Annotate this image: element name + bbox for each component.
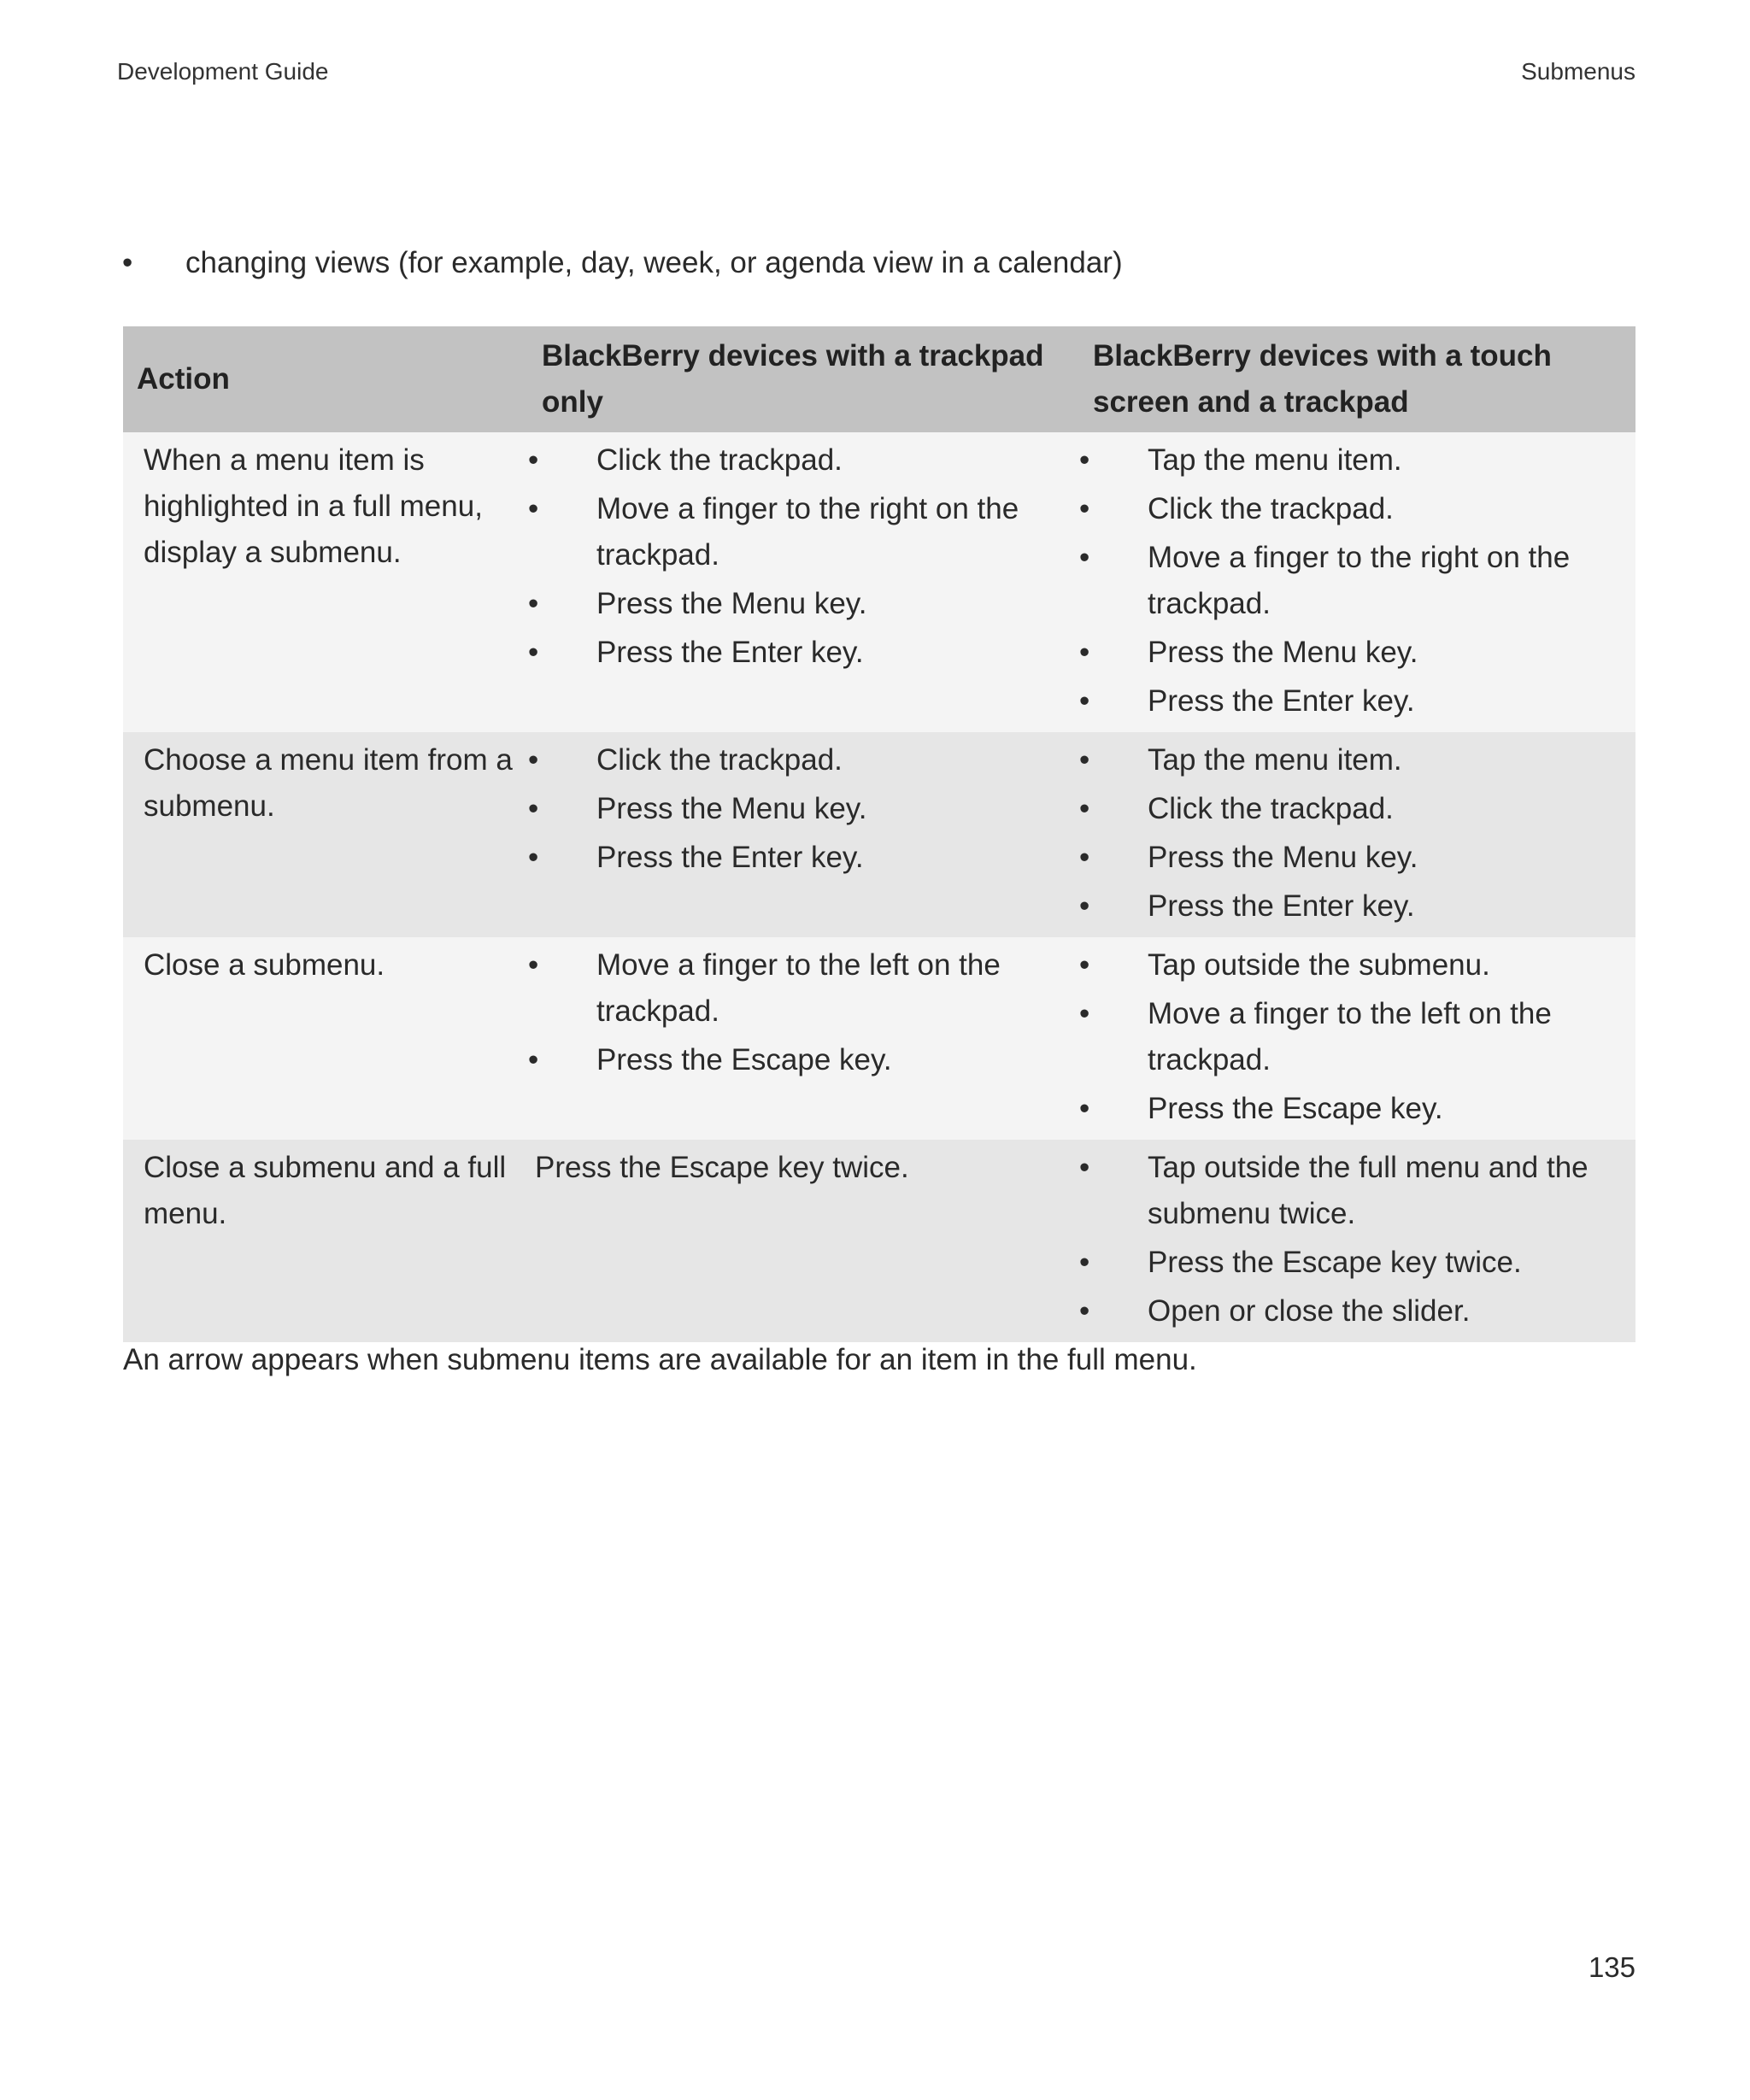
list-item: • Click the trackpad. bbox=[1079, 486, 1622, 532]
touch-cell bbox=[1079, 432, 1635, 732]
body-paragraph: An arrow appears when submenu items are available for an item in the full menu. bbox=[123, 1343, 1197, 1376]
list-item: • Press the Enter key. bbox=[528, 835, 1066, 881]
list-item: • Move a finger to the right on the trackpad. bbox=[1079, 535, 1622, 627]
list-item: • Press the Enter key. bbox=[1079, 678, 1622, 724]
list-item: • Click the trackpad. bbox=[528, 437, 1066, 484]
trackpad-cell: Press the Escape key twice. bbox=[528, 1140, 1079, 1342]
touch-cell bbox=[1079, 1140, 1635, 1342]
list-item: • Press the Menu key. bbox=[1079, 630, 1622, 676]
header-touch-and-trackpad: BlackBerry devices with a touch screen and a trackpad bbox=[1079, 326, 1635, 432]
list-item: • Press the Enter key. bbox=[1079, 883, 1622, 930]
table-row bbox=[123, 432, 1635, 732]
list-item: • Press the Escape key twice. bbox=[1079, 1240, 1622, 1286]
list-item: • Click the trackpad. bbox=[1079, 786, 1622, 832]
bullet-marker: • bbox=[122, 246, 133, 279]
list-item: • Tap outside the full menu and the submenu twice. bbox=[1079, 1145, 1622, 1237]
header-action: Action bbox=[123, 326, 528, 432]
action-cell: Close a submenu and a full menu. bbox=[123, 1140, 528, 1342]
touch-cell bbox=[1079, 732, 1635, 937]
list-item: • Tap the menu item. bbox=[1079, 437, 1622, 484]
touch-cell bbox=[1079, 937, 1635, 1140]
list-item: • Open or close the slider. bbox=[1079, 1288, 1622, 1334]
list-item: • Press the Menu key. bbox=[528, 581, 1066, 627]
trackpad-cell bbox=[528, 937, 1079, 1140]
trackpad-cell bbox=[528, 732, 1079, 937]
action-cell: Close a submenu. bbox=[123, 937, 528, 1140]
list-item: • Move a finger to the left on the trackpad. bbox=[528, 942, 1066, 1035]
list-item: • Tap outside the submenu. bbox=[1079, 942, 1622, 988]
action-cell: When a menu item is highlighted in a full menu, display a submenu. bbox=[123, 432, 528, 732]
list-item: • Press the Menu key. bbox=[528, 786, 1066, 832]
intro-bullet-text: changing views (for example, day, week, or agenda view in a calendar) bbox=[185, 246, 1123, 279]
page-number: 135 bbox=[1588, 1951, 1635, 1983]
header-section-title: Submenus bbox=[1521, 58, 1635, 85]
list-item: • Move a finger to the right on the trackpad. bbox=[528, 486, 1066, 578]
list-item: • Press the Escape key. bbox=[1079, 1086, 1622, 1132]
list-item: • Press the Enter key. bbox=[528, 630, 1066, 676]
table-row bbox=[123, 732, 1635, 937]
list-item: • Click the trackpad. bbox=[528, 737, 1066, 783]
list-item: • Press the Escape key. bbox=[528, 1037, 1066, 1083]
header-doc-title: Development Guide bbox=[117, 58, 329, 85]
table-row bbox=[123, 937, 1635, 1140]
table-row bbox=[123, 1140, 1635, 1342]
list-item: • Tap the menu item. bbox=[1079, 737, 1622, 783]
list-item: • Press the Menu key. bbox=[1079, 835, 1622, 881]
intro-bullet-item bbox=[122, 246, 1123, 280]
header-trackpad-only: BlackBerry devices with a trackpad only bbox=[528, 326, 1079, 432]
trackpad-cell bbox=[528, 432, 1079, 732]
submenu-actions-table bbox=[123, 326, 1635, 1342]
action-cell: Choose a menu item from a submenu. bbox=[123, 732, 528, 937]
table-header-row bbox=[123, 326, 1635, 432]
list-item: • Move a finger to the left on the trackpad. bbox=[1079, 991, 1622, 1083]
